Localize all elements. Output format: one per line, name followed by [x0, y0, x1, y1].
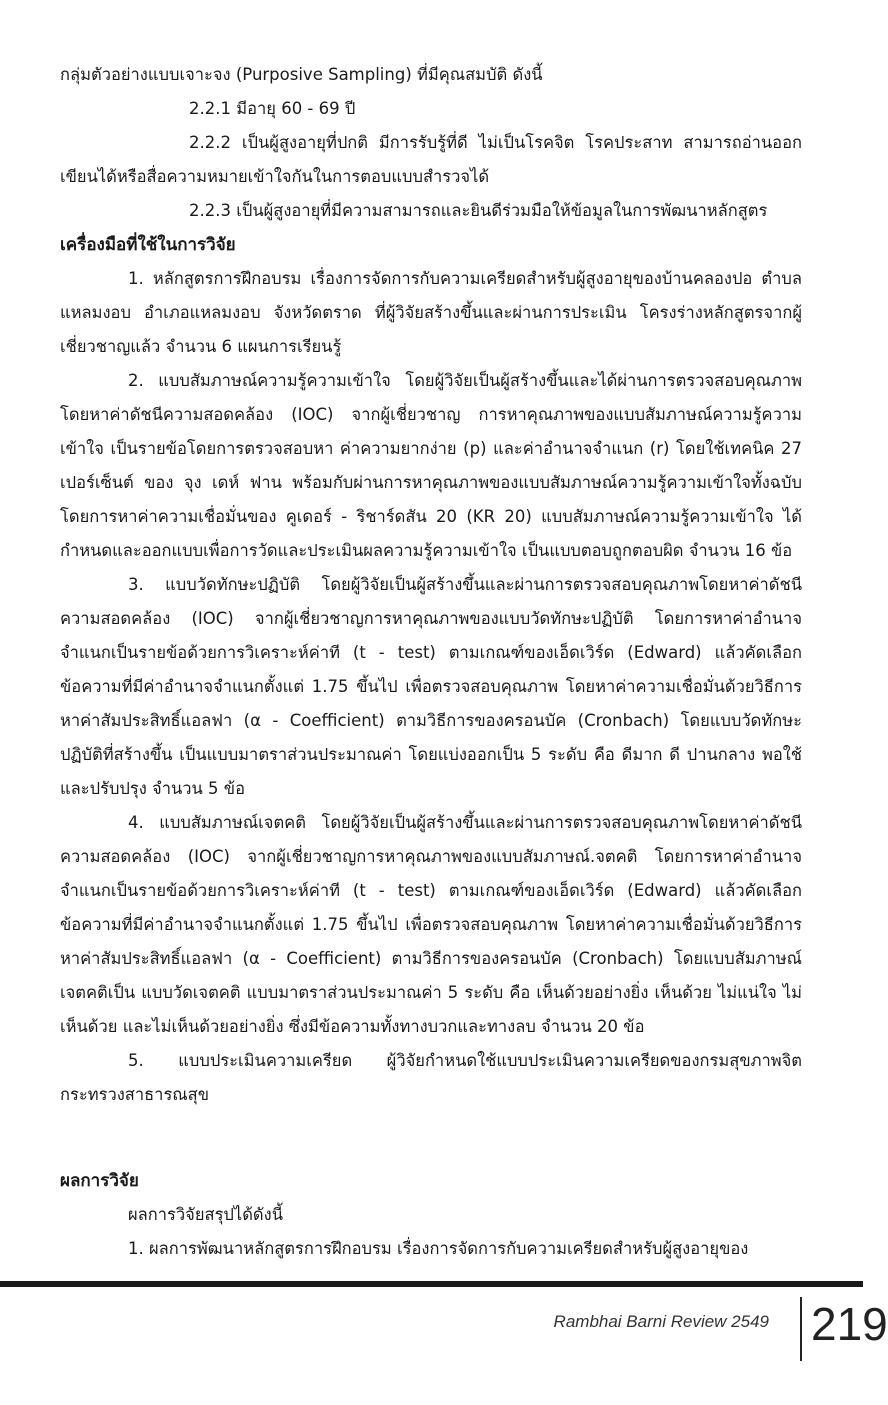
results-heading: ผลการวิจัย [60, 1171, 139, 1191]
intro-line: กลุ่มตัวอย่างแบบเจาะจง (Purposive Sampling) ที่มีคุณสมบัติ ดังนี้ [60, 65, 543, 84]
section-gap [60, 1112, 802, 1164]
results-summary: ผลการวิจัยสรุปได้ดังนี้ [128, 1205, 283, 1224]
instrument-item-3: 3. แบบวัดทักษะปฏิบัติ โดยผู้วิจัยเป็นผู้สร้างขึ้นและผ่านการตรวจสอบคุณภาพโดยหาค่าดัชนีความสอดคล้อง (IOC) จากผู้เชี่ยวชาญการหาคุณภาพของแบบวัดทักษะปฏิบัติ โดยการหาค่าอำนาจจำแนกเป็นรายข้อด้วยการวิเคราะห์ค่าที (t - test) ตามเกณฑ์ของเอ็ดเวิร์ด (Edward) แล้วคัดเลือกข้อความที่มีค่าอำนาจจำแนกตั้งแต่ 1.75 ขึ้นไป เพื่อตรวจสอบคุณภาพ โดยหาค่าความเชื่อมั่นด้วยวิธีการหาค่าสัมประสิทธิ์แอลฟา (α - Coefficient) ตามวิธีการของครอนบัค (Cronbach) โดยแบบวัดทักษะปฏิบัติที่สร้างขึ้น เป็นแบบมาตราส่วนประมาณค่า โดยแบ่งออกเป็น 5 ระดับ คือ ดีมาก ดี ปานกลาง พอใช้ และปรับปรุง จำนวน 5 ข้อ [60, 575, 802, 798]
footer-rule [0, 1281, 863, 1287]
footer-divider [800, 1297, 802, 1361]
instrument-item-1: 1. หลักสูตรการฝึกอบรม เรื่องการจัดการกับความเครียดสำหรับผู้สูงอายุของบ้านคลองปอ ตำบลแหลมงอบ อำเภอแหลมงอบ จังหวัดตราด ที่ผู้วิจัยสร้างขึ้นและผ่านการประเมิน โครงร่างหลักสูตรจากผู้เชี่ยวชาญแล้ว จำนวน 6 แผนการเรียนรู้ [60, 269, 802, 356]
criterion-2-2-2: 2.2.2 เป็นผู้สูงอายุที่ปกติ มีการรับรู้ที่ดี ไม่เป็นโรคจิต โรคประสาท สามารถอ่านออกเขียนได้หรือสื่อความหมายเข้าใจกันในการตอบแบบสำรวจได้ [60, 133, 802, 186]
criterion-2-2-3: 2.2.3 เป็นผู้สูงอายุที่มีความสามารถและยินดีร่วมมือให้ข้อมูลในการพัฒนาหลักสูตร [189, 201, 768, 220]
body-text [60, 58, 802, 1266]
journal-name: Rambhai Barni Review 2549 [553, 1312, 769, 1331]
page-number: 219 [811, 1298, 888, 1350]
instrument-item-5: 5. แบบประเมินความเครียด ผู้วิจัยกำหนดใช้แบบประเมินความเครียดของกรมสุขภาพจิต กระทรวงสาธารณสุข [60, 1051, 802, 1104]
results-item-1: 1. ผลการพัฒนาหลักสูตรการฝึกอบรม เรื่องการจัดการกับความเครียดสำหรับผู้สูงอายุของ [128, 1239, 749, 1258]
criterion-2-2-1: 2.2.1 มีอายุ 60 - 69 ปี [189, 99, 356, 118]
instruments-heading: เครื่องมือที่ใช้ในการวิจัย [60, 235, 236, 255]
instrument-item-4: 4. แบบสัมภาษณ์เจตคติ โดยผู้วิจัยเป็นผู้สร้างขึ้นและผ่านการตรวจสอบคุณภาพโดยหาค่าดัชนีความสอดคล้อง (IOC) จากผู้เชี่ยวชาญการหาคุณภาพของแบบสัมภาษณ์.จตคติ โดยการหาค่าอำนาจจำแนกเป็นรายข้อด้วยการวิเคราะห์ค่าที (t - test) ตามเกณฑ์ของเอ็ดเวิร์ด (Edward) แล้วคัดเลือกข้อความที่มีค่าอำนาจจำแนกตั้งแต่ 1.75 ขึ้นไป เพื่อตรวจสอบคุณภาพ โดยหาค่าความเชื่อมั่นด้วยวิธีการหาค่าสัมประสิทธิ์แอลฟา (α - Coefficient) ตามวิธีการของครอนบัค (Cronbach) โดยแบบสัมภาษณ์เจตคติเป็น แบบวัดเจตคติ แบบมาตราส่วนประมาณค่า 5 ระดับ คือ เห็นด้วยอย่างยิ่ง เห็นด้วย ไม่แน่ใจ ไม่เห็นด้วย และไม่เห็นด้วยอย่างยิ่ง ซึ่งมีข้อความทั้งทางบวกและทางลบ จำนวน 20 ข้อ [60, 813, 802, 1036]
instrument-item-2: 2. แบบสัมภาษณ์ความรู้ความเข้าใจ โดยผู้วิจัยเป็นผู้สร้างขึ้นและได้ผ่านการตรวจสอบคุณภาพโดยหาค่าดัชนีความสอดคล้อง (IOC) จากผู้เชี่ยวชาญ การหาคุณภาพของแบบสัมภาษณ์ความรู้ความเข้าใจ เป็นรายข้อโดยการตรวจสอบหา ค่าความยากง่าย (p) และค่าอำนาจจำแนก (r) โดยใช้เทคนิค 27 เปอร์เซ็นต์ ของ จุง เดห์ ฟาน พร้อมกับผ่านการหาคุณภาพของแบบสัมภาษณ์ความรู้ความเข้าใจทั้งฉบับ โดยการหาค่าความเชื่อมั่นของ คูเดอร์ - ริชาร์ดสัน 20 (KR 20) แบบสัมภาษณ์ความรู้ความเข้าใจ ได้กำหนดและออกแบบเพื่อการวัดและประเมินผลความรู้ความเข้าใจ เป็นแบบตอบถูกตอบผิด จำนวน 16 ข้อ [60, 371, 802, 560]
